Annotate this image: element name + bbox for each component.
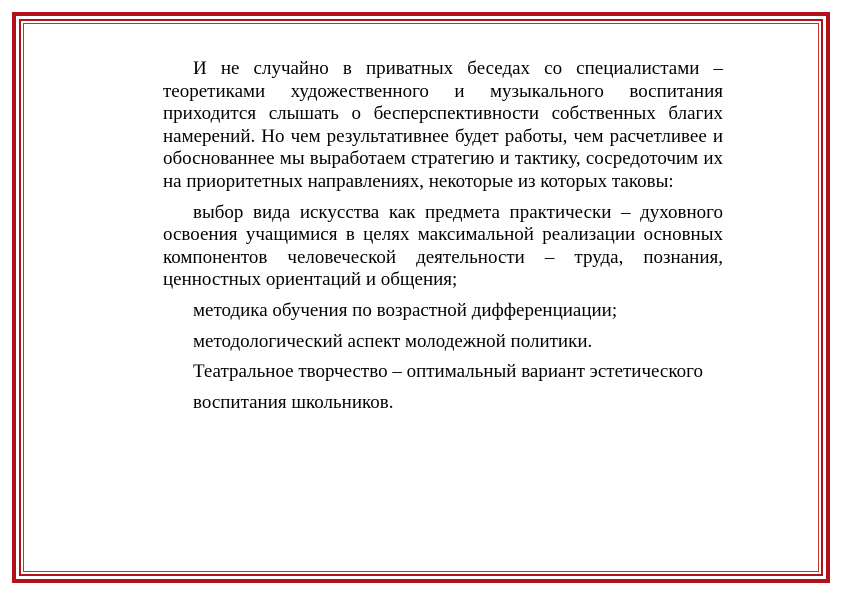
paragraph-youth-policy: методологический аспект молодежной политики.	[193, 330, 593, 352]
body-text	[163, 58, 723, 422]
paragraph-theatre: Театральное творчество – оптимальный вариант эстетического	[193, 361, 703, 383]
paragraph-methodology-age: методика обучения по возрастной дифференциации;	[193, 299, 618, 321]
paragraph-art-choice: выбор вида искусства как предмета практически – духовного освоения учащимися в целях максимальной реализации основных компонентов человеческой деятельности – труда, познания, ценностных ориентаций и общения;	[163, 201, 723, 291]
paragraph-upbringing: воспитания школьников.	[193, 391, 394, 413]
paragraph-intro: И не случайно в приватных беседах со специалистами – теоретиками художественного и музыкального воспитания приходится слышать о бесперспективности собственных благих намерений. Но чем результативнее будет работы, чем расчетливее и обоснованнее мы выработаем стратегию и тактику, сосредоточим их на приоритетных направлениях, некоторые из которых таковы:	[163, 58, 723, 192]
